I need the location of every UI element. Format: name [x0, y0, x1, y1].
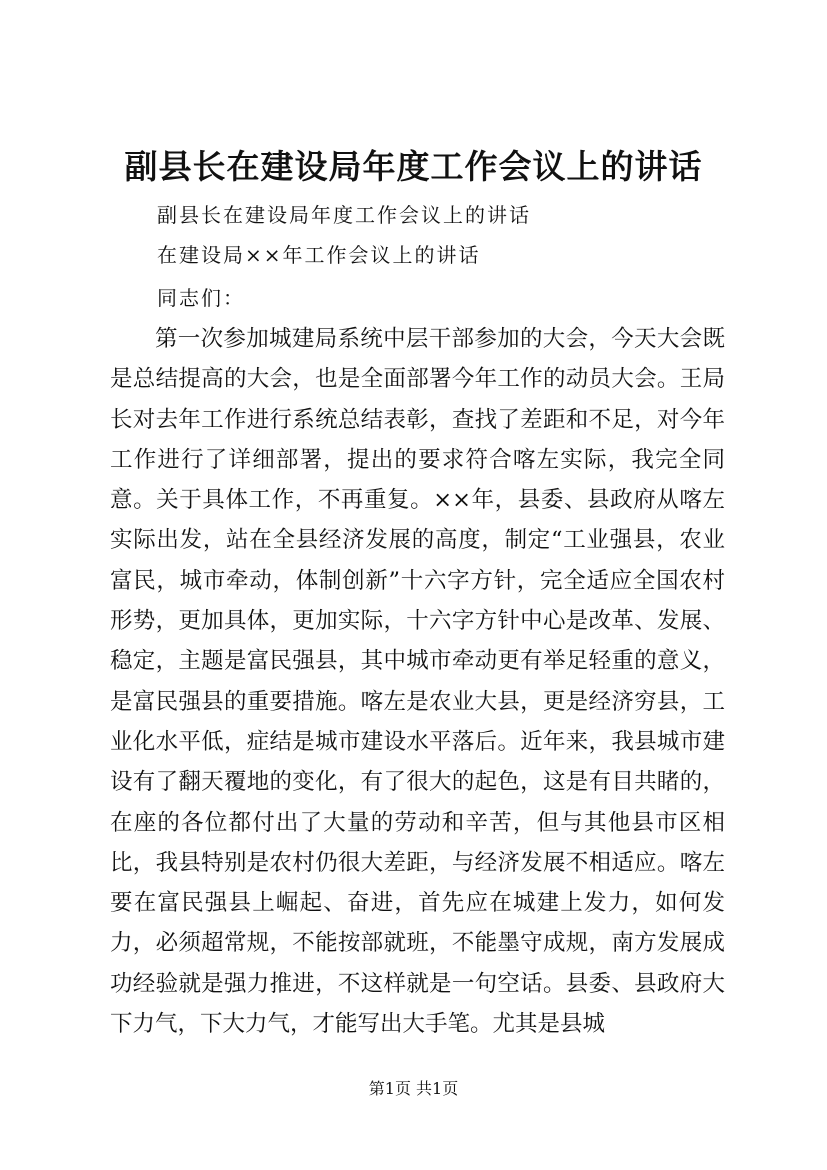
- salutation: 同志们：: [157, 286, 245, 310]
- page-number-footer: 第1页 共1页: [368, 1079, 459, 1098]
- document-title: 副县长在建设局年度工作会议上的讲话: [124, 147, 703, 186]
- body-paragraph: 第一次参加城建局系统中层干部参加的大会，今天大会既是总结提高的大会，也是全面部署今年工作的动员大会。王局长对去年工作进行系统总结表彰，查找了差距和不足，对今年工作进行了详细部署，提出的要求符合喀左实际，我完全同意。关于具体工作，不再重复。××年，县委、县政府从喀左实际出发，站在全县经济发展的高度，制定“工业强县，农业富民，城市牵动，体制创新”十六字方针，完全适应全国农村形势，更加具体，更加实际，十六字方针中心是改革、发展、稳定，主题是富民强县，其中城市牵动更有举足轻重的意义，是富民强县的重要措施。喀左是农业大县，更是经济穷县，工业化水平低，症结是城市建设水平落后。近年来，我县城市建设有了翻天覆地的变化，有了很大的起色，这是有目共睹的，在座的各位都付出了大量的劳动和辛苦，但与其他县市区相比，我县特别是农村仍很大差距，与经济发展不相适应。喀左要在富民强县上崛起、奋进，首先应在城建上发力，如何发力，必须超常规，不能按部就班，不能墨守成规，南方发展成功经验就是强力推进，不这样就是一句空话。县委、县政府大下力气，下大力气，才能写出大手笔。尤其是县城: [110, 326, 725, 1038]
- meeting-line: 在建设局××年工作会议上的讲话: [157, 243, 481, 267]
- document-subtitle: 副县长在建设局年度工作会议上的讲话: [157, 203, 531, 227]
